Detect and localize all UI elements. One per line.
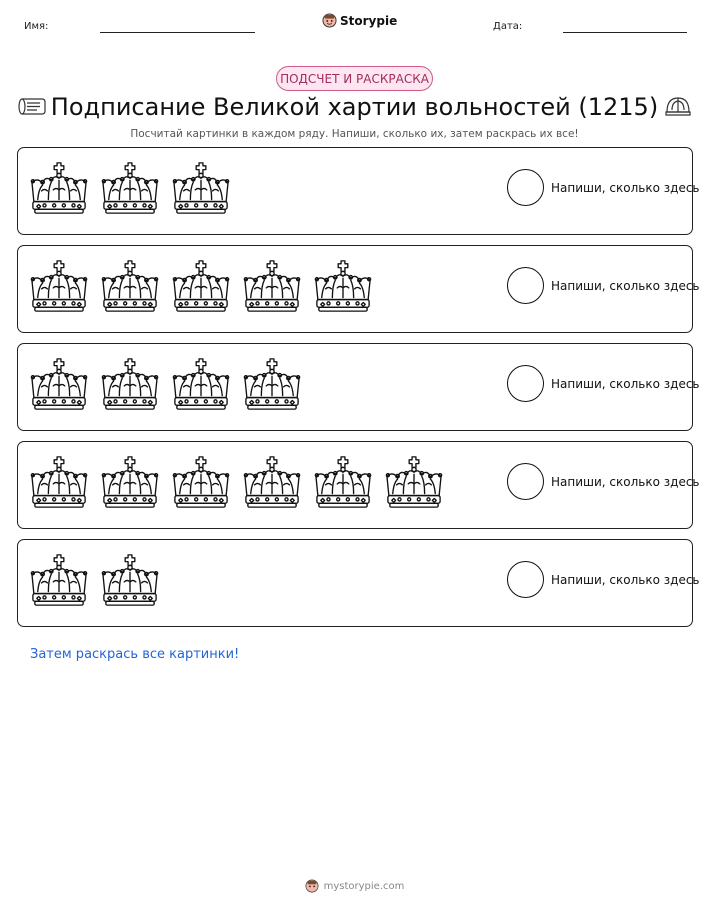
storypie-mascot-icon [305, 879, 319, 893]
date-label: Дата: [493, 21, 523, 32]
answer-circle[interactable] [507, 267, 544, 304]
crown-icon[interactable] [314, 258, 372, 314]
crown-icon[interactable] [243, 258, 301, 314]
answer-label: Напиши, сколько здесь [551, 181, 700, 195]
crown-icon[interactable] [30, 356, 88, 412]
crown-icon[interactable] [172, 454, 230, 510]
name-label: Имя: [24, 21, 49, 32]
answer-label: Напиши, сколько здесь [551, 573, 700, 587]
page-title: Подписание Великой хартии вольностей (1215) [50, 93, 659, 121]
category-badge: ПОДСЧЕТ И РАСКРАСКА [276, 66, 433, 91]
crown-group [30, 356, 301, 412]
instructions: Посчитай картинки в каждом ряду. Напиши, сколько их, затем раскрась их все! [130, 128, 579, 140]
brand-logo [322, 13, 397, 28]
answer-circle[interactable] [507, 365, 544, 402]
footer-brand [0, 879, 709, 893]
worksheet-header [0, 0, 709, 40]
crown-icon[interactable] [101, 258, 159, 314]
crown-group [30, 552, 159, 608]
answer-label: Напиши, сколько здесь [551, 377, 700, 391]
crown-icon[interactable] [101, 160, 159, 216]
answer-label: Напиши, сколько здесь [551, 475, 700, 489]
crown-icon[interactable] [243, 454, 301, 510]
crown-group [30, 454, 443, 510]
crown-icon[interactable] [172, 160, 230, 216]
crown-icon[interactable] [30, 258, 88, 314]
counting-row [17, 441, 700, 529]
date-line[interactable] [563, 32, 687, 33]
helmet-icon [664, 94, 692, 118]
crown-icon[interactable] [101, 454, 159, 510]
counting-row [17, 147, 700, 235]
brand-name: Storypie [340, 13, 398, 28]
footer-url: mystorypie.com [323, 880, 405, 892]
answer-label: Напиши, сколько здесь [551, 279, 700, 293]
answer-circle[interactable] [507, 463, 544, 500]
crown-icon[interactable] [243, 356, 301, 412]
counting-row [17, 245, 700, 333]
crown-icon[interactable] [30, 552, 88, 608]
crown-group [30, 258, 372, 314]
counting-rows [17, 147, 700, 637]
crown-icon[interactable] [172, 258, 230, 314]
crown-icon[interactable] [30, 454, 88, 510]
storypie-mascot-icon [322, 13, 337, 28]
counting-row [17, 343, 700, 431]
crown-icon[interactable] [385, 454, 443, 510]
answer-circle[interactable] [507, 169, 544, 206]
crown-icon[interactable] [101, 356, 159, 412]
counting-row [17, 539, 700, 627]
crown-icon[interactable] [314, 454, 372, 510]
name-line[interactable] [100, 32, 255, 33]
coloring-note: Затем раскрась все картинки! [30, 647, 240, 662]
crown-icon[interactable] [172, 356, 230, 412]
crown-icon[interactable] [101, 552, 159, 608]
answer-circle[interactable] [507, 561, 544, 598]
crown-icon[interactable] [30, 160, 88, 216]
crown-group [30, 160, 230, 216]
